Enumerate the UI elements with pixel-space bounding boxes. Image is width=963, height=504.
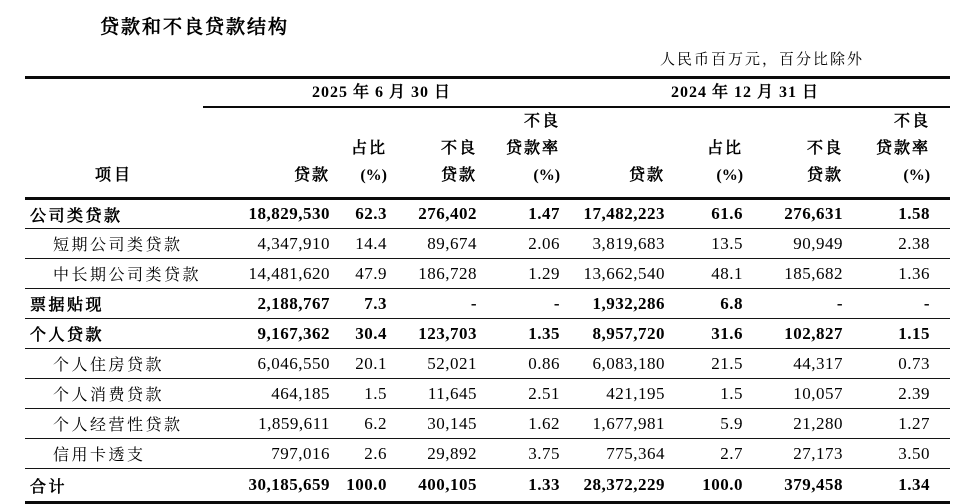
cell-value: 20.1 bbox=[330, 349, 387, 379]
cell-value: 1,677,981 bbox=[560, 409, 665, 439]
col-header-line: 不良 bbox=[524, 113, 561, 130]
row-label: 中长期公司类贷款 bbox=[25, 259, 203, 289]
table-row bbox=[25, 289, 950, 319]
period-header-2024: 2024 年 12 月 31 日 bbox=[560, 78, 950, 108]
row-label: 合计 bbox=[30, 478, 68, 496]
cell-value: - bbox=[843, 289, 950, 319]
cell-value: 48.1 bbox=[665, 259, 743, 289]
cell-value: 21.5 bbox=[665, 349, 743, 379]
col-header-line: (%) bbox=[903, 167, 931, 184]
col-header-line: 贷款率 bbox=[506, 140, 561, 157]
cell-value: - bbox=[477, 289, 560, 319]
unit-note: 人民币百万元，百分比除外 bbox=[659, 52, 864, 68]
cell-value: 2.51 bbox=[477, 379, 560, 409]
cell-value: 30,145 bbox=[387, 409, 477, 439]
col-header-line: 占比 bbox=[707, 140, 744, 157]
cell-value: 186,728 bbox=[387, 259, 477, 289]
cell-value: 7.3 bbox=[330, 289, 387, 319]
col-header-line: 不良 bbox=[440, 140, 477, 157]
row-label: 个人消费贷款 bbox=[25, 379, 203, 409]
cell-value: 1.15 bbox=[843, 319, 950, 349]
cell-value: 1.5 bbox=[665, 379, 743, 409]
cell-value: 1.36 bbox=[843, 259, 950, 289]
cell-value: 4,347,910 bbox=[203, 229, 330, 259]
cell-value: 52,021 bbox=[387, 349, 477, 379]
period-header-2025: 2025 年 6 月 30 日 bbox=[203, 78, 560, 108]
cell-value: 8,957,720 bbox=[560, 319, 665, 349]
table-row bbox=[25, 319, 950, 349]
page-title: 贷款和不良贷款结构 bbox=[100, 17, 290, 38]
row-label: 短期公司类贷款 bbox=[25, 229, 203, 259]
cell-value: 3.50 bbox=[843, 439, 950, 469]
cell-value: 379,458 bbox=[784, 475, 844, 494]
cell-value: 5.9 bbox=[665, 409, 743, 439]
row-label: 信用卡透支 bbox=[25, 439, 203, 469]
row-label: 个人经营性贷款 bbox=[25, 409, 203, 439]
cell-value: 6.2 bbox=[330, 409, 387, 439]
cell-value: 1.35 bbox=[477, 319, 560, 349]
cell-value: 9,167,362 bbox=[203, 319, 330, 349]
cell-value: 1.58 bbox=[843, 199, 950, 229]
cell-value: 30,185,659 bbox=[248, 475, 330, 494]
cell-value: 2.06 bbox=[477, 229, 560, 259]
col-header-share-pct-2025 bbox=[330, 107, 387, 199]
cell-value: 100.0 bbox=[702, 475, 744, 494]
column-header-row bbox=[25, 107, 950, 199]
period-header-row bbox=[25, 78, 950, 108]
cell-value: 100.0 bbox=[346, 475, 387, 494]
cell-value: 123,703 bbox=[387, 319, 477, 349]
cell-value: 1.33 bbox=[528, 475, 561, 494]
cell-value: 6,046,550 bbox=[203, 349, 330, 379]
cell-value: 421,195 bbox=[560, 379, 665, 409]
cell-value: 14.4 bbox=[330, 229, 387, 259]
item-column-header bbox=[25, 107, 203, 199]
cell-value: 89,674 bbox=[387, 229, 477, 259]
cell-value: 61.6 bbox=[665, 199, 743, 229]
cell-value: 6,083,180 bbox=[560, 349, 665, 379]
cell-value: 13,662,540 bbox=[560, 259, 665, 289]
loans-npl-table bbox=[25, 76, 950, 504]
cell-value: 30.4 bbox=[330, 319, 387, 349]
col-header-line: (%) bbox=[360, 167, 387, 184]
col-header-npl-2025 bbox=[387, 107, 477, 199]
cell-value: 0.86 bbox=[477, 349, 560, 379]
cell-value: 2.7 bbox=[665, 439, 743, 469]
cell-value: 1,859,611 bbox=[203, 409, 330, 439]
cell-value: 3.75 bbox=[477, 439, 560, 469]
col-header-line: 贷款 bbox=[807, 167, 844, 184]
table-row bbox=[25, 409, 950, 439]
table-row bbox=[25, 199, 950, 229]
cell-value: 276,402 bbox=[387, 199, 477, 229]
col-header-line: 占比 bbox=[350, 140, 387, 157]
col-header-line: 贷款 bbox=[293, 167, 330, 184]
cell-value: 44,317 bbox=[743, 349, 843, 379]
col-header-loans-2024 bbox=[560, 107, 665, 199]
col-header-line: 贷款 bbox=[440, 167, 477, 184]
cell-value: 14,481,620 bbox=[203, 259, 330, 289]
table-row bbox=[25, 379, 950, 409]
cell-value: 6.8 bbox=[665, 289, 743, 319]
table-body bbox=[25, 199, 950, 503]
cell-value: 47.9 bbox=[330, 259, 387, 289]
row-label: 公司类贷款 bbox=[25, 199, 203, 229]
cell-value: 1.34 bbox=[898, 475, 931, 494]
col-header-line: 不良 bbox=[807, 140, 844, 157]
cell-value: 13.5 bbox=[665, 229, 743, 259]
cell-value: 2.39 bbox=[843, 379, 950, 409]
col-header-line: (%) bbox=[533, 167, 561, 184]
table-row bbox=[25, 439, 950, 469]
table-row bbox=[25, 349, 950, 379]
cell-value: - bbox=[387, 289, 477, 319]
cell-value: 1.5 bbox=[330, 379, 387, 409]
cell-value: 62.3 bbox=[330, 199, 387, 229]
cell-value: 17,482,223 bbox=[560, 199, 665, 229]
row-label: 个人贷款 bbox=[25, 319, 203, 349]
table-row bbox=[25, 259, 950, 289]
row-label: 票据贴现 bbox=[25, 289, 203, 319]
cell-value: 21,280 bbox=[743, 409, 843, 439]
col-header-line: 贷款 bbox=[629, 167, 666, 184]
period-header-spacer bbox=[25, 78, 203, 108]
cell-value: 18,829,530 bbox=[203, 199, 330, 229]
col-header-npl-ratio-2024 bbox=[843, 107, 950, 199]
cell-value: 2.38 bbox=[843, 229, 950, 259]
cell-value: 31.6 bbox=[665, 319, 743, 349]
cell-value: 276,631 bbox=[743, 199, 843, 229]
col-header-share-pct-2024 bbox=[665, 107, 743, 199]
cell-value: 29,892 bbox=[387, 439, 477, 469]
table-row bbox=[25, 229, 950, 259]
cell-value: 102,827 bbox=[743, 319, 843, 349]
cell-value: 1.62 bbox=[477, 409, 560, 439]
col-header-npl-ratio-2025 bbox=[477, 107, 560, 199]
cell-value: 1.47 bbox=[477, 199, 560, 229]
cell-value: 0.73 bbox=[843, 349, 950, 379]
cell-value: 464,185 bbox=[203, 379, 330, 409]
col-header-loans-2025 bbox=[203, 107, 330, 199]
cell-value: - bbox=[743, 289, 843, 319]
cell-value: 797,016 bbox=[203, 439, 330, 469]
cell-value: 775,364 bbox=[560, 439, 665, 469]
col-header-npl-2024 bbox=[743, 107, 843, 199]
cell-value: 11,645 bbox=[387, 379, 477, 409]
table-header bbox=[25, 78, 950, 199]
cell-value: 3,819,683 bbox=[560, 229, 665, 259]
cell-value: 2.6 bbox=[330, 439, 387, 469]
col-header-line: 贷款率 bbox=[876, 140, 931, 157]
cell-value: 1,932,286 bbox=[560, 289, 665, 319]
cell-value: 1.27 bbox=[843, 409, 950, 439]
cell-value: 10,057 bbox=[743, 379, 843, 409]
row-label: 个人住房贷款 bbox=[25, 349, 203, 379]
cell-value: 90,949 bbox=[743, 229, 843, 259]
cell-value: 2,188,767 bbox=[203, 289, 330, 319]
col-header-line: 不良 bbox=[894, 113, 931, 130]
table-row bbox=[25, 469, 950, 503]
item-column-header-label: 项目 bbox=[94, 167, 133, 184]
cell-value: 1.29 bbox=[477, 259, 560, 289]
cell-value: 185,682 bbox=[743, 259, 843, 289]
cell-value: 400,105 bbox=[418, 475, 477, 494]
cell-value: 28,372,229 bbox=[583, 475, 666, 494]
col-header-line: (%) bbox=[716, 167, 744, 184]
cell-value: 27,173 bbox=[743, 439, 843, 469]
